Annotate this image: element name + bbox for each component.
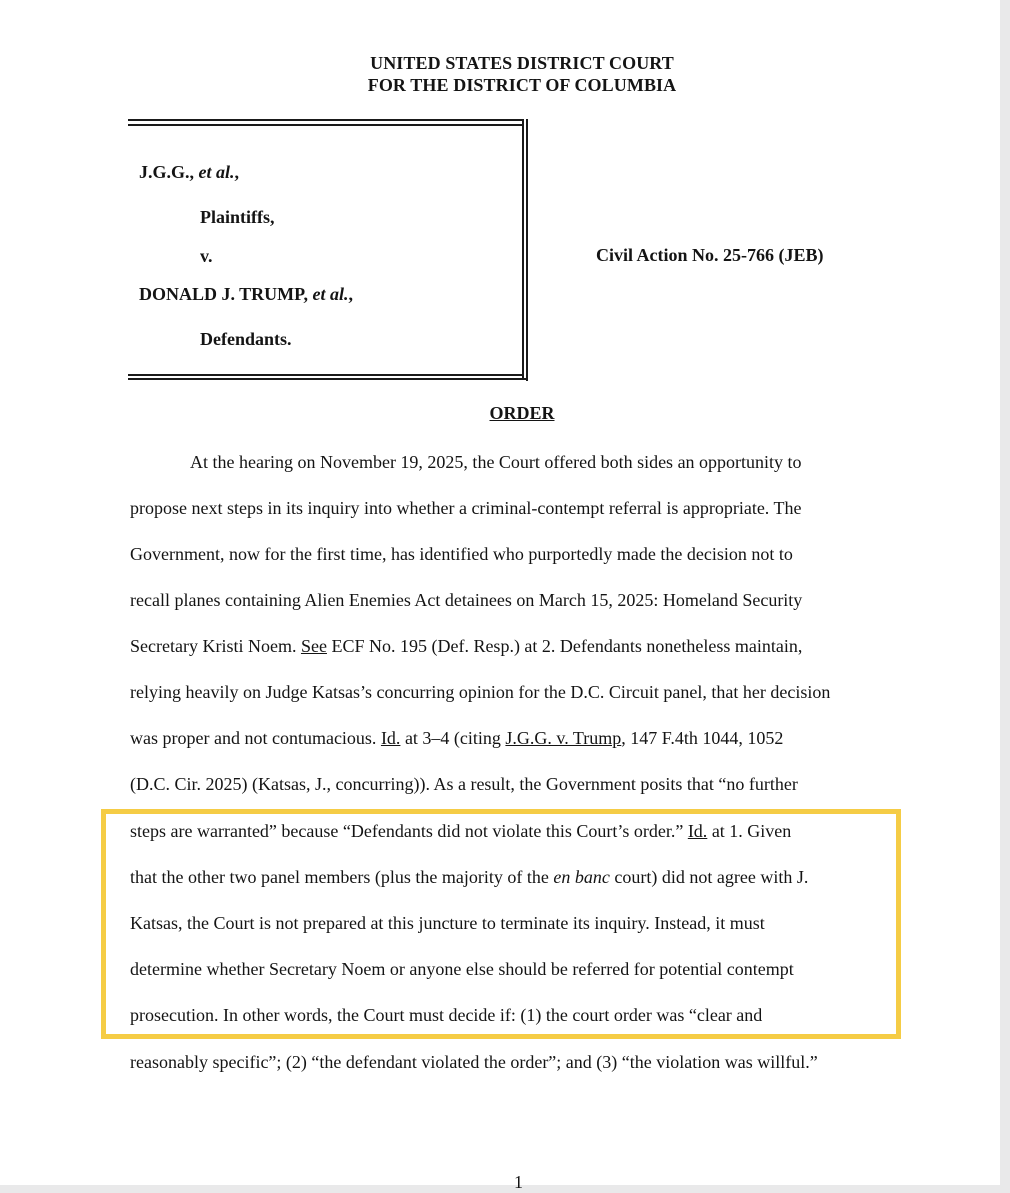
line-7-text: was proper and not contumacious.: [130, 728, 381, 748]
order-line-14: reasonably specific”; (2) “the defendant violated the order”; and (3) “the violation was willful.”: [130, 1052, 818, 1072]
plaintiff-comma: ,: [234, 162, 240, 182]
line-5-text: Secretary Kristi Noem.: [130, 636, 301, 656]
page-number: 1: [514, 1172, 523, 1192]
plaintiff-name: [139, 161, 239, 183]
order-line-1: At the hearing on November 19, 2025, the Court offered both sides an opportunity to: [190, 452, 802, 472]
citation-see: See: [300, 636, 327, 656]
order-line-8: (D.C. Cir. 2025) (Katsas, J., concurring)). As a result, the Government posits that “no further: [130, 774, 798, 794]
order-line-7: [130, 727, 783, 749]
order-line-4: recall planes containing Alien Enemies Act detainees on March 15, 2025: Homeland Security: [130, 590, 803, 610]
court-district: FOR THE DISTRICT OF COLUMBIA: [367, 75, 677, 95]
order-line-6: relying heavily on Judge Katsas’s concurring opinion for the D.C. Circuit panel, that her decision: [130, 682, 831, 702]
citation-id: Id.: [687, 821, 708, 841]
defendant-name-text: DONALD J. TRUMP,: [139, 284, 313, 304]
line-9-text: at 1. Given: [707, 821, 792, 841]
caption-rule: [128, 124, 524, 126]
line-9-text: steps are warranted” because “Defendants did not violate this Court’s order.”: [130, 821, 688, 841]
citation-id: Id.: [380, 728, 401, 748]
order-line-2: propose next steps in its inquiry into whether a criminal-contempt referral is appropriate. The: [130, 498, 802, 518]
plaintiff-etal: et al.: [198, 162, 235, 182]
order-line-13: prosecution. In other words, the Court must decide if: (1) the court order was “clear and: [130, 1005, 763, 1025]
plaintiffs-label: Plaintiffs,: [200, 207, 275, 227]
order-line-11: Katsas, the Court is not prepared at this juncture to terminate its inquiry. Instead, it must: [130, 913, 765, 933]
highlight-box: [101, 809, 901, 1039]
defendant-name: [139, 283, 353, 305]
caption-rule: [128, 374, 524, 376]
caption-rule: [522, 119, 524, 380]
order-title: ORDER: [489, 403, 555, 423]
line-7-text: at 3–4 (citing: [400, 728, 506, 748]
caption-rule: [128, 378, 528, 380]
defendant-comma: ,: [348, 284, 354, 304]
en-banc-term: en banc: [553, 867, 610, 887]
defendant-etal: et al.: [312, 284, 349, 304]
case-citation: J.G.G. v. Trump: [505, 728, 622, 748]
caption-rule: [526, 119, 528, 381]
order-line-3: Government, now for the first time, has identified who purportedly made the decision not to: [130, 544, 793, 564]
line-10-text: court) did not agree with J.: [609, 867, 809, 887]
defendants-label: Defendants.: [200, 329, 292, 349]
civil-action-number: Civil Action No. 25-766 (JEB): [596, 245, 824, 265]
order-line-12: determine whether Secretary Noem or anyone else should be referred for potential contempt: [130, 959, 794, 979]
case-caption-box: [128, 119, 528, 381]
line-7-text: , 147 F.4th 1044, 1052: [621, 728, 784, 748]
line-10-text: that the other two panel members (plus the majority of the: [130, 867, 554, 887]
court-name: UNITED STATES DISTRICT COURT: [370, 53, 674, 73]
line-5-text: ECF No. 195 (Def. Resp.) at 2. Defendants nonetheless maintain,: [326, 636, 803, 656]
caption-rule: [128, 119, 524, 121]
order-line-5: [130, 635, 802, 657]
versus-label: v.: [200, 246, 213, 266]
plaintiff-name-text: J.G.G.,: [139, 162, 199, 182]
